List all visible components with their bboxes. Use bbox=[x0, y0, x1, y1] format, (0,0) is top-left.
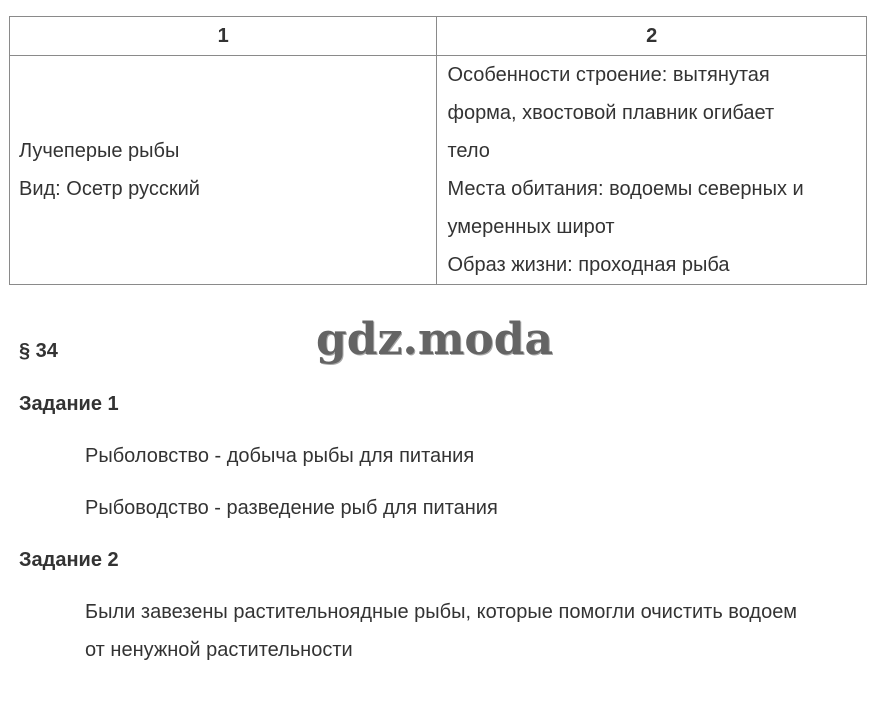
task-2-heading: Задание 2 bbox=[19, 549, 119, 571]
column-header-2: 2 bbox=[437, 17, 867, 56]
paragraph-line: от ненужной растительности bbox=[85, 639, 353, 661]
table-cell-left bbox=[10, 56, 437, 285]
cell-line: тело bbox=[447, 140, 490, 162]
cell-line: форма, хвостовой плавник огибает bbox=[447, 102, 775, 124]
watermark-logo: gdz.moda bbox=[316, 314, 554, 365]
cell-line: Лучеперые рыбы bbox=[19, 140, 180, 162]
task-2-paragraph bbox=[85, 593, 880, 669]
table-cell-right bbox=[437, 56, 867, 285]
task-1-line-2: Рыбоводство - разведение рыб для питания bbox=[85, 497, 498, 519]
info-table bbox=[9, 16, 867, 285]
task-1-heading: Задание 1 bbox=[19, 393, 119, 415]
cell-line: Вид: Осетр русский bbox=[19, 178, 200, 200]
section-heading: § 34 bbox=[19, 340, 58, 362]
paragraph-line: Были завезены растительноядные рыбы, которые помогли очистить водоем bbox=[85, 601, 798, 623]
table-row bbox=[10, 56, 867, 285]
cell-line: Образ жизни: проходная рыба bbox=[447, 254, 730, 276]
cell-line: умеренных широт bbox=[447, 216, 615, 238]
task-1-line-1: Рыболовство - добыча рыбы для питания bbox=[85, 445, 475, 467]
column-header-1: 1 bbox=[10, 17, 437, 56]
cell-line: Особенности строение: вытянутая bbox=[447, 64, 770, 86]
cell-line: Места обитания: водоемы северных и bbox=[447, 178, 804, 200]
table-header-row bbox=[10, 17, 867, 56]
